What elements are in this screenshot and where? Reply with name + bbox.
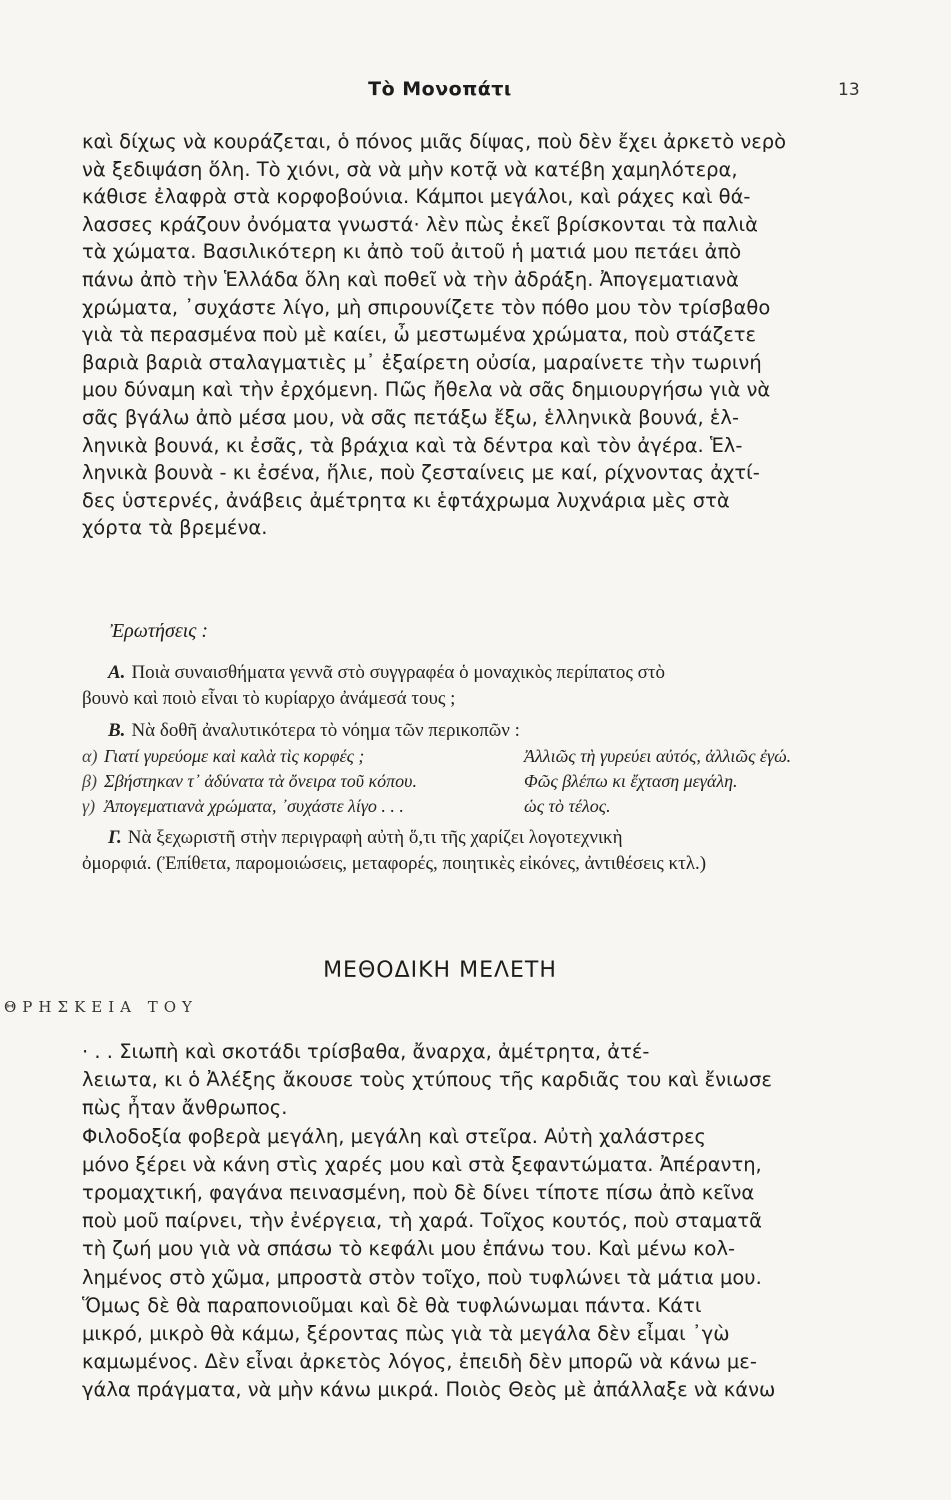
text-line: δες ὑστερνές, ἀνάβεις ἀμέτρητα κι ἑφτάχρωμα λυχνάρια μὲς στὰ	[82, 488, 730, 512]
second-paragraph	[82, 1038, 860, 1405]
text-line: Φιλοδοξία φοβερὰ μεγάλη, μεγάλη καὶ στεῖρα. Αὐτὴ χαλάστρες	[82, 1124, 706, 1148]
sub-question-right: ὡς τὸ τέλος.	[524, 796, 611, 816]
subsection-title: ΘΡΗΣΚΕΙΑ ΤΟΥ	[4, 998, 198, 1016]
question-text: ὀμορφιά. (Ἐπίθετα, παρομοιώσεις, μεταφορές, ποιητικὲς εἰκόνες, ἀντιθέσεις κτλ.)	[82, 853, 707, 874]
page-header	[0, 78, 951, 108]
text-line: μικρό, μικρὸ θὰ κάμω, ξέροντας πὼς γιὰ τὰ μεγάλα δὲν εἶμαι ᾽γὼ	[82, 1322, 730, 1346]
sub-question-right: Φῶς βλέπω κι ἔχταση μεγάλη.	[524, 771, 738, 791]
text-line: τὴ ζωή μου γιὰ νὰ σπάσω τὸ κεφάλι μου ἐπάνω του. Καὶ μένω κολ-	[82, 1237, 736, 1261]
question-c	[82, 825, 872, 877]
sub-question	[82, 744, 872, 769]
text-line: χόρτα τὰ βρεμένα.	[82, 516, 268, 540]
text-line: γιὰ τὰ περασμένα ποὺ μὲ καίει, ὦ μεστωμένα χρώματα, ποὺ στάζετε	[82, 323, 757, 347]
text-line: βαριὰ βαριὰ σταλαγματιὲς μ᾽ ἐξαίρετη οὐσία, μαραίνετε τὴν τωρινή	[82, 350, 762, 374]
questions-heading: Ἐρωτήσεις :	[110, 620, 209, 642]
running-title: Τὸ Μονοπάτι	[368, 78, 512, 100]
sub-question-left: Σβήστηκαν τ᾽ ἀδύνατα τὰ ὄνειρα τοῦ κόπου.	[104, 771, 417, 791]
text-line: τρομαχτική, φαγάνα πεινασμένη, ποὺ δὲ δίνει τίποτε πίσω ἀπὸ κεῖνα	[82, 1181, 755, 1205]
text-line: ληνικὰ βουνά, κι ἐσᾶς, τὰ βράχια καὶ τὰ δέντρα καὶ τὸν ἀγέρα. Ἑλ-	[82, 433, 743, 457]
sub-question-left: Γιατί γυρεύομε καὶ καλὰ τὶς κορφές ;	[104, 746, 365, 766]
text-line: πάνω ἀπὸ τὴν Ἑλλάδα ὅλη καὶ ποθεῖ νὰ τὴν ἀδράξη. Ἀπογεματιανὰ	[82, 267, 739, 291]
text-line: χρώματα, ᾽συχάστε λίγο, μὴ σπιρουνίζετε τὸν πόθο μου τὸν τρίσβαθο	[82, 295, 771, 319]
main-paragraph	[82, 128, 860, 542]
text-line: · . . Σιωπὴ καὶ σκοτάδι τρίσβαθα, ἄναρχα, ἀμέτρητα, ἀτέ-	[82, 1040, 650, 1063]
sub-question-mark: α)	[82, 746, 98, 766]
text-line: γάλα πράγματα, νὰ μὴν κάνω μικρά. Ποιὸς Θεὸς μὲ ἀπάλλαξε νὰ κάνω	[82, 1378, 776, 1402]
text-line: ποὺ μοῦ παίρνει, τὴν ἐνέργεια, τὴ χαρά. Τοῖχος κουτός, ποὺ σταματᾶ	[82, 1209, 762, 1233]
text-line: μόνο ξέρει νὰ κάνη στὶς χαρές μου καὶ στὰ ξεφαντώματα. Ἀπέραντη,	[82, 1152, 762, 1176]
sub-question-left: Ἀπογεματιανὰ χρώματα, ᾽συχάστε λίγο . . .	[104, 796, 404, 816]
text-line: ληνικὰ βουνὰ - κι ἐσένα, ἥλιε, ποὺ ζεσταίνεις με καί, ρίχνοντας ἀχτί-	[82, 461, 760, 485]
sub-question	[82, 769, 872, 794]
question-text: Νὰ ξεχωριστῆ στὴν περιγραφὴ αὐτὴ ὅ,τι τῆς χαρίζει λογοτεχνικὴ	[127, 827, 623, 848]
question-label: Β.	[108, 720, 126, 741]
text-line: λειωτα, κι ὁ Ἀλέξης ἄκουσε τοὺς χτύπους τῆς καρδιᾶς του καὶ ἔνιωσε	[82, 1068, 772, 1092]
text-line: λασσες κράζουν ὀνόματα γνωστά· λὲν πὼς ἐκεῖ βρίσκονται τὰ παλιὰ	[82, 212, 758, 236]
text-line: νὰ ξεδιψάση ὅλη. Τὸ χιόνι, σὰ νὰ μὴν κοτᾷ νὰ κατέβη χαμηλότερα,	[82, 157, 738, 181]
sub-question-mark: γ)	[82, 796, 96, 816]
text-line: Ὅμως δὲ θὰ παραπονιοῦμαι καὶ δὲ θὰ τυφλώνωμαι πάντα. Κάτι	[82, 1293, 702, 1317]
text-line: καὶ δίχως νὰ κουράζεται, ὁ πόνος μιᾶς δίψας, ποὺ δὲν ἔχει ἀρκετὸ νερὸ	[82, 130, 787, 153]
text-line: λημένος στὸ χῶμα, μπροστὰ στὸν τοῖχο, ποὺ τυφλώνει τὰ μάτια μου.	[82, 1265, 762, 1289]
question-text: Νὰ δοθῆ ἀναλυτικότερα τὸ νόημα τῶν περικοπῶν :	[131, 720, 520, 741]
text-line: μου δύναμη καὶ τὴν ἐρχόμενη. Πῶς ἤθελα νὰ σᾶς δημιουργήσω γιὰ νὰ	[82, 378, 771, 402]
question-label: Γ.	[108, 827, 122, 848]
text-line: τὰ χώματα. Βασιλικότερη κι ἀπὸ τοῦ ἀιτοῦ ἡ ματιά μου πετάει ἀπὸ	[82, 240, 742, 264]
question-text: Ποιὰ συναισθήματα γεννᾶ στὸ συγγραφέα ὁ μοναχικὸς περίπατος στὸ	[131, 662, 666, 683]
text-line: κάθισε ἐλαφρὰ στὰ κορφοβούνια. Κάμποι μεγάλοι, καὶ ράχες καὶ θά-	[82, 185, 751, 209]
sub-question	[82, 794, 872, 819]
question-label: Α.	[108, 662, 126, 683]
sub-question-mark: β)	[82, 771, 97, 791]
section-title: ΜΕΘΟΔΙΚΗ ΜΕΛΕΤΗ	[323, 958, 557, 983]
text-line: σᾶς βγάλω ἀπὸ μέσα μου, νὰ σᾶς πετάξω ἔξω, ἑλληνικὰ βουνά, ἑλ-	[82, 405, 740, 429]
page-number: 13	[838, 80, 860, 100]
text-line: καμωμένος. Δὲν εἶναι ἀρκετὸς λόγος, ἐπειδὴ δὲν μπορῶ νὰ κάνω με-	[82, 1350, 757, 1374]
text-line: πὼς ἦταν ἄνθρωπος.	[82, 1096, 288, 1120]
questions-block	[82, 660, 872, 883]
question-text: βουνὸ καὶ ποιὸ εἶναι τὸ κυρίαρχο ἀνάμεσά τους ;	[82, 688, 456, 709]
sub-question-right: Ἀλλιῶς τὴ γυρεύει αὐτός, ἀλλιῶς ἐγώ.	[524, 746, 792, 766]
question-b	[82, 718, 872, 819]
question-a	[82, 660, 872, 712]
